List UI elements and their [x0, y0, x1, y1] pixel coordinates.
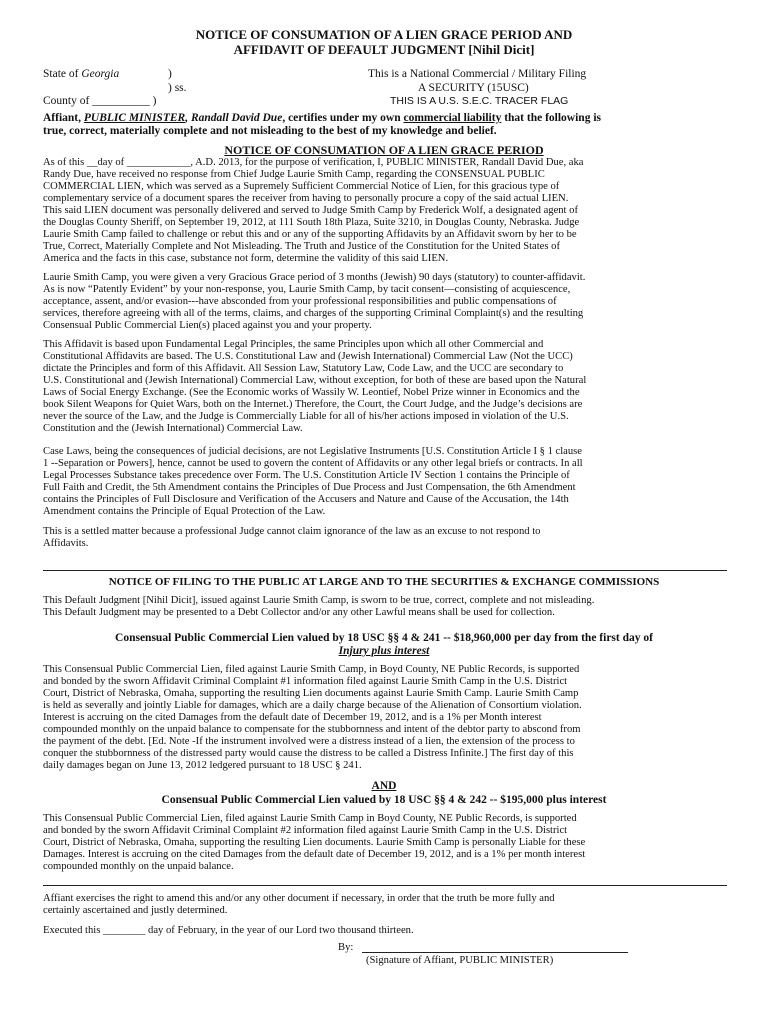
by-label: By: — [338, 942, 354, 953]
para-verification-line: complementary service of a document spares the receiver from having to personally procure a copy of the said actual LIEN. — [43, 193, 569, 204]
affiant-statement-line-1: Affiant, PUBLIC MINISTER, Randall David Due, certifies under my own commercial liability that the following is — [43, 112, 601, 124]
para-default-judgment-line: This Default Judgment may be presented to a Debt Collector and/or any other Lawful means shall be used for collection. — [43, 607, 555, 618]
para-case-laws-line: Full Faith and Credit, the 5th Amendment contains the Principles of Due Process and Just Compensation, the 6th Amendment — [43, 482, 576, 493]
para-grace-period-line: Laurie Smith Camp, you were given a very Gracious Grace period of 3 months (Jewish) 90 days (statutory) to counter-affidavit. — [43, 272, 586, 283]
signature-line — [362, 952, 628, 953]
venue-paren-1: ) — [168, 68, 172, 80]
venue-state: State of Georgia — [43, 68, 120, 80]
and-separator: AND — [371, 780, 397, 792]
para-legal-principles-line: Laws of Social Energy Exchange. (See the Economic works of Wassily W. Leontief, Nobel Prize winner in Economics and the — [43, 387, 580, 398]
para-case-laws-line: contains the Principles of Full Disclosure and Verification of the Accusers and Nature and Cause of the Accusation, the 14th — [43, 494, 569, 505]
para-grace-period-line: services, therefore agreeing with all of the terms, claims, and charges of the supporting Criminal Complaint(s) and the resulting — [43, 308, 584, 319]
section-divider — [43, 885, 727, 886]
para-default-judgment-line: This Default Judgment [Nihil Dicit], issued against Laurie Smith Camp, is sworn to be true, correct, complete and not misleading. — [43, 595, 595, 606]
executed-date-line: Executed this ________ day of February, in the year of our Lord two thousand thirteen. — [43, 925, 414, 936]
para-legal-principles-line: never the source of the Law, and the Judge is Commercially Liable for all of his/her actions imposed in violation of the U.S. — [43, 411, 569, 422]
para-verification-line: As of this __day of ____________, A.D. 2013, for the purpose of verification, I, PUBLIC MINISTER, Randall David Due, aka — [43, 157, 584, 168]
affiant-statement-line-2: true, correct, materially complete and not misleading to the best of my knowledge and belief. — [43, 125, 497, 137]
para-lien-1-line: daily damages began on June 13, 2012 ledgered pursuant to 18 USC § 241. — [43, 760, 362, 771]
para-lien-1-line: This Consensual Public Commercial Lien, filed against Laurie Smith Camp, in Boyd County, NE Public Records, is supported — [43, 664, 580, 675]
para-verification-line: Randy Due, have received no response from Chief Judge Laurie Smith Camp, regarding the CONSENSUAL PUBLIC — [43, 169, 545, 180]
para-grace-period-line: Consensual Public Commercial Lien(s) placed against you and your property. — [43, 320, 372, 331]
security-statement: A SECURITY (15USC) — [418, 82, 529, 94]
para-lien-1-line: compounded monthly on the unpaid balance to compensate for the stubbornness and intent of the debtor party to abscond from — [43, 724, 581, 735]
para-settled-matter-line: Affidavits. — [43, 538, 89, 549]
document-title-line-2: AFFIDAVIT OF DEFAULT JUDGMENT [Nihil Dicit] — [233, 42, 535, 57]
filing-statement: This is a National Commercial / Military Filing — [368, 68, 587, 80]
para-verification-line: the Douglas County Sheriff, on September 19, 2012, at 111 South 18th Plaza, Suite 3210, in Douglas County, Nebraska. Judge — [43, 217, 580, 228]
para-lien-2-line: Court, District of Nebraska, Omaha, supporting the resulting Lien documents. Laurie Smith Camp is personally Liable for these — [43, 837, 586, 848]
lien-1-heading-line-2: Injury plus interest — [338, 645, 430, 657]
venue-county: County of __________ ) — [43, 95, 157, 107]
para-grace-period-line: As is now “Patently Evident” by your non-response, you, Laurie Smith Camp, by tacit consent—consisting of acquiescence, — [43, 284, 571, 295]
para-legal-principles-line: dictate the Principles and form of this Affidavit. All Session Law, Statutory Law, Code Law, and the UCC are secondary to — [43, 363, 564, 374]
para-lien-2-line: Damages. Interest is accruing on the cited Damages from the default date of December 19, 2012, and is a 1% per month interest — [43, 849, 586, 860]
para-case-laws-line: Amendment contains the Principle of Equal Protection of the Law. — [43, 506, 326, 517]
para-legal-principles-line: book Silent Weapons for Quiet Wars, both on the Internet.) Therefore, the Court, the Court Judge, and the Judge’s decisions are — [43, 399, 583, 410]
para-verification-line: COMMERCIAL LIEN, which was served as a Supremely Sufficient Commercial Notice of Lien, for this gracious type of — [43, 181, 560, 192]
para-verification-line: This said LIEN document was personally delivered and served to Judge Smith Camp by Frederick Wolf, a designated agent of — [43, 205, 578, 216]
para-grace-period-line: acceptance, assent, and/or evasion---have absconded from your professional responsibilities and public compensations of — [43, 296, 557, 307]
para-verification-line: Laurie Smith Camp failed to challenge or rebut this and or any of the supporting Affidavits by an Affidavit sworn by her to be — [43, 229, 577, 240]
tracer-flag: THIS IS A U.S. S.E.C. TRACER FLAG — [390, 95, 569, 107]
para-verification-line: True, Correct, Materially Complete and Not Misleading. The Truth and Justice of the Constitution for the United States of — [43, 241, 560, 252]
section-divider — [43, 570, 727, 571]
para-lien-2-line: This Consensual Public Commercial Lien, filed against Laurie Smith Camp in Boyd County, NE Public Records, is supported — [43, 813, 577, 824]
para-case-laws-line: Case Laws, being the consequences of judicial decisions, are not Legislative Instruments [U.S. Constitution Article I § 1 clause — [43, 446, 582, 457]
para-lien-1-line: and bonded by the sworn Affidavit Criminal Complaint #1 information filed against Laurie Smith Camp in the U.S. District — [43, 676, 568, 687]
para-lien-1-line: is held as severally and jointly Liable for damages, which are a daily charge because of the Alienation of Consortium violation. — [43, 700, 582, 711]
para-lien-1-line: the payment of the debt. [Ed. Note -If the instrument involved were a distress instead of a lien, the extension of the process to — [43, 736, 575, 747]
para-amendment-line: certainly ascertained and justly determined. — [43, 905, 228, 916]
para-lien-2-line: compounded monthly on the unpaid balance. — [43, 861, 234, 872]
venue-ss: ) ss. — [168, 82, 187, 94]
para-legal-principles-line: U.S. Constitutional and (Jewish International) Commercial Law, without exception, for both of these are based upon the Natural — [43, 375, 587, 386]
para-legal-principles-line: Constitutional Affidavits are based. The U.S. Constitutional Law and (Jewish International) Commercial Law (Not the UCC) — [43, 351, 573, 362]
para-amendment-line: Affiant exercises the right to amend this and/or any other document if necessary, in order that the truth be more fully and — [43, 893, 555, 904]
lien-2-heading: Consensual Public Commercial Lien valued by 18 USC §§ 4 & 242 -- $195,000 plus interest — [161, 794, 607, 806]
para-case-laws-line: 1 --Separation or Powers], hence, cannot be used to govern the content of Affidavits or any other legal briefs or contracts. In all — [43, 458, 583, 469]
para-settled-matter-line: This is a settled matter because a professional Judge cannot claim ignorance of the law as an excuse to not respond to — [43, 526, 541, 537]
section-grace-period-heading: NOTICE OF CONSUMATION OF A LIEN GRACE PERIOD — [224, 143, 544, 157]
para-legal-principles-line: Constitution and the (Jewish International) Commercial Law. — [43, 423, 303, 434]
signature-caption: (Signature of Affiant, PUBLIC MINISTER) — [366, 955, 554, 966]
document-title-line-1: NOTICE OF CONSUMATION OF A LIEN GRACE PERIOD AND — [195, 27, 573, 42]
para-lien-2-line: and bonded by the sworn Affidavit Criminal Complaint #2 information filed against Laurie Smith Camp in the U.S. District — [43, 825, 568, 836]
para-verification-line: America and the facts in this case, substance not form, determine the validity of this said LIEN. — [43, 253, 449, 264]
para-lien-1-line: Interest is accruing on the cited Damages from the default date of December 19, 2012, and is a 1% per Month interest — [43, 712, 542, 723]
section-public-notice-heading: NOTICE OF FILING TO THE PUBLIC AT LARGE AND TO THE SECURITIES & EXCHANGE COMMISSIONS — [108, 576, 660, 588]
para-lien-1-line: conquer the stubbornness of the distressed party would cause the distress to be called a Distress Infinite.] The first day of this — [43, 748, 574, 759]
para-legal-principles-line: This Affidavit is based upon Fundamental Legal Principles, the same Principles upon which all other Commercial and — [43, 339, 544, 350]
lien-1-heading-line-1: Consensual Public Commercial Lien valued by 18 USC §§ 4 & 241 -- $18,960,000 per day from the first day of — [115, 632, 653, 644]
para-lien-1-line: Court, District of Nebraska, Omaha, supporting the resulting Lien documents against Laurie Smith Camp. Laurie Smith Camp — [43, 688, 579, 699]
para-case-laws-line: Legal Processes Substance takes precedence over Form. The U.S. Constitution Article IV Section 1 contains the Principle of — [43, 470, 570, 481]
